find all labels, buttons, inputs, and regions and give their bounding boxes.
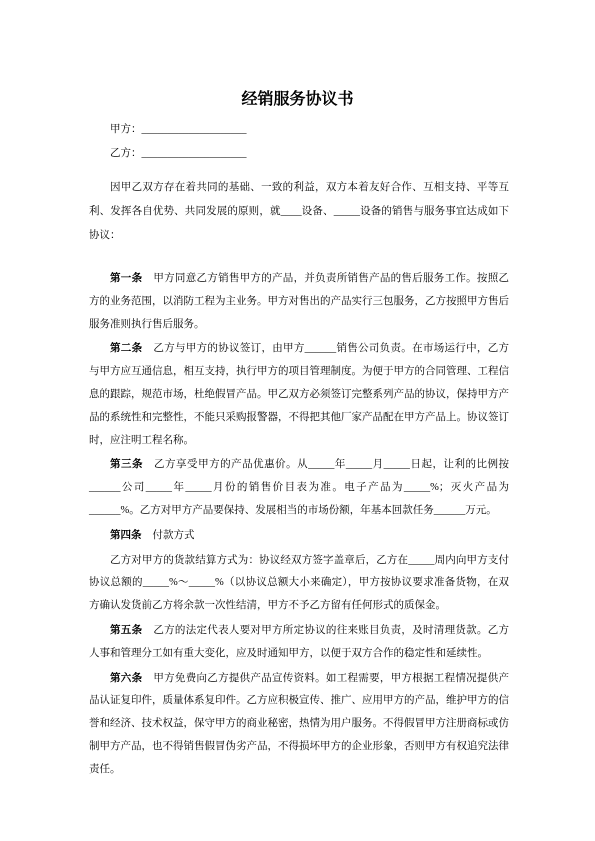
article-text: 乙方与甲方的协议签订，由甲方______销售公司负责。在市场运行中，乙方与甲方应互通信息，相互支持，执行甲方的项目管理制度。为便于甲方的合同管理、工程信息的跟踪，规范市场，杜绝假冒产品。甲乙双方必须签订完整系列产品的协议，保持甲方产品的系统性和完整性，不能只采购报警器，不得把其他厂家产品配在甲方产品上。协议签订时，应注明工程名称。 — [89, 343, 510, 446]
article-label: 第一条 — [110, 273, 143, 284]
article-label: 第六条 — [110, 672, 143, 684]
document-title: 经销服务协议书 — [241, 91, 354, 108]
article-text: 乙方的法定代表人要对甲方所定协议的往来账目负责，及时清理货款。乙方人事和管理分工如有重大变化，应及时通知甲方，以便于双方合作的稳定性和延续性。 — [89, 624, 510, 659]
article-4-body: 乙方对甲方的货款结算方式为：协议经双方签字盖章后，乙方在_____周内向甲方支付协议总额的_____%～_____%（以协议总额大小来确定），甲方按协议要求准备货物，在双方确认发货前乙方将余款一次性结清，甲方不予乙方留有任何形式的质保金。 — [89, 554, 509, 612]
article-text: 乙方享受甲方的产品优惠价。从_____年_____月_____日起，让利的比例按______公司_____年_____月份的销售价目表为准。电子产品为_____%；灭火产品为______%。乙方对甲方产品要保持、发展相当的市场份额，年基本回款任务______万元。 — [89, 459, 510, 516]
article-label: 第五条 — [110, 624, 143, 636]
preamble-paragraph: 因甲乙双方存在着共同的基础、一致的利益，双方本着友好合作、互相支持、平等互利、发挥各自优势、共同发展的原则，就____设备、_____设备的销售与服务事宜达成如下协议： — [89, 182, 509, 241]
article-2 — [89, 338, 509, 452]
article-5 — [89, 620, 509, 666]
party-b-line: 乙方：____________________ — [110, 148, 247, 159]
article-label: 第四条 — [110, 529, 142, 541]
article-1 — [89, 268, 509, 336]
article-text: 甲方同意乙方销售甲方的产品，并负责所销售产品的售后服务工作。按照乙方的业务范围，以消防工程为主业务。甲方对售出的产品实行三包服务，乙方按照甲方售后服务准则执行售后服务。 — [89, 273, 510, 330]
article-3 — [89, 454, 509, 522]
article-text: 甲方免费向乙方提供产品宣传资料。如工程需要，甲方根据工程情况提供产品认证复印件，质量体系复印件。乙方应积极宣传、推广、应用甲方的产品，维护甲方的信誉和经济、技术权益，保守甲方的商业秘密，热情为用户服务。不得假冒甲方注册商标或仿制甲方产品，也不得销售假冒伪劣产品，不得损坏甲方的企业形象，否则甲方有权追究法律责任。 — [89, 672, 510, 775]
article-4-heading — [89, 525, 509, 548]
party-a-line: 甲方：____________________ — [110, 124, 247, 135]
article-6 — [89, 668, 509, 782]
article-label: 第二条 — [110, 343, 143, 355]
document-body — [89, 118, 509, 782]
articles-section — [89, 268, 509, 782]
article-label: 第三条 — [110, 459, 144, 471]
article-text: 付款方式 — [152, 529, 195, 541]
